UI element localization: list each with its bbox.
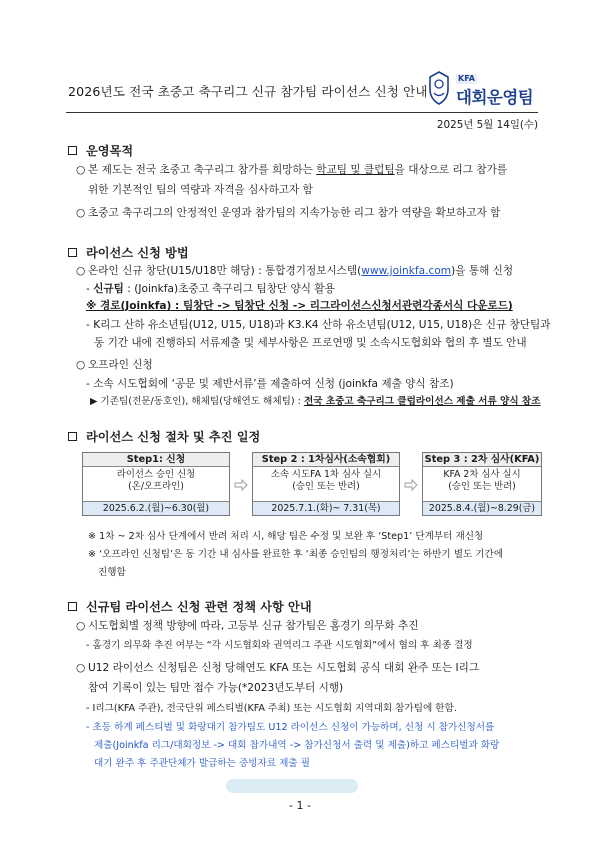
section-schedule-title: 라이선스 신청 절차 및 추진 일정	[68, 428, 260, 445]
joinkfa-link[interactable]: www.joinkfa.com	[361, 265, 452, 277]
checkbox-square-icon	[68, 432, 77, 441]
policy-blue-note-2: 제출(Joinkfa 리그/대회정보 -> 대회 참가내역 -> 참가신청서 출력 및 제출)하고 페스티벌과 화랑	[94, 740, 500, 751]
method-kleague-1: - K리그 산하 유소년팀(U12, U15, U18)과 K3.K4 산하 유소년팀(U12, U15, U18)은 신규 창단팀과	[86, 319, 551, 331]
step-title: Step 3 : 2차 심사(KFA)	[424, 454, 540, 465]
step-line: (승인 또는 반려)	[448, 481, 516, 492]
section-purpose-title: 운영목적	[68, 142, 133, 159]
policy-item-2-sub: - I리그(KFA 주관), 전국단위 페스티벌(KFA 주최) 또는 시도협회 지역대회 참가팀에 한함.	[86, 703, 457, 714]
logo-team-name: 대회운영팀	[456, 88, 534, 107]
page-number: - 1 -	[289, 799, 311, 812]
step-date: 2025.8.4.(월)~8.29(금)	[423, 501, 541, 515]
method-path: ※ 경로(Joinkfa) : 팀창단 -> 팀창단 신청 -> 리그라이선스신청서관련각종서식 다운로드)	[86, 300, 513, 312]
kfa-logo	[428, 70, 540, 108]
policy-item-1-sub: - 홈경기 의무화 추진 여부는 “각 시도협회와 권역리그 주관 시도협회”에서 협의 후 최종 결정	[86, 640, 473, 651]
purpose-item-2: ○ 초중고 축구리그의 안정적인 운영과 참가팀의 지속가능한 리그 참가 역량을 확보하고자 함	[76, 207, 501, 219]
kfa-emblem-icon	[428, 71, 450, 105]
step-1-box	[82, 452, 230, 516]
policy-item-2-cont: 참여 기록이 있는 팀만 접수 가능(*2023년도부터 시행)	[88, 682, 344, 694]
step-line: 소속 시도FA 1차 심사 실시	[270, 469, 382, 480]
checkbox-square-icon	[68, 248, 77, 257]
step-2-box	[252, 452, 400, 516]
step-date: 2025.7.1.(화)~ 7.31(목)	[253, 501, 399, 515]
checkbox-square-icon	[68, 146, 77, 155]
section-policy-title: 신규팀 라이선스 신청 관련 정책 사항 안내	[68, 598, 312, 615]
step-line: (온/오프라인)	[128, 481, 184, 492]
step-line: 라이선스 승인 신청	[116, 469, 196, 480]
document-date: 2025년 5월 14일(수)	[436, 119, 538, 131]
policy-blue-note-3: 대기 완주 후 주관단체가 발급하는 증빙자료 제출 필	[94, 758, 310, 769]
step-line: (승인 또는 반려)	[292, 481, 360, 492]
method-offline: ○ 오프라인 신청	[76, 359, 153, 371]
arrow-right-icon	[234, 476, 248, 488]
header-rule	[66, 112, 538, 113]
step-3-box	[422, 452, 542, 516]
method-offline-1: - 소속 시도협회에 ‘공문 및 제반서류’를 제출하여 신청 (joinkfa 제출 양식 참조)	[86, 378, 454, 390]
document-title: 2026년도 전국 초중고 축구리그 신규 참가팀 라이선스 신청 안내	[68, 84, 428, 99]
procedure-flow	[82, 452, 542, 518]
schedule-note-1: ※ 1차 ~ 2차 심사 단계에서 반려 처리 시, 해당 팀은 수정 및 보완 후 ‘Step1’ 단계부터 재신청	[88, 531, 484, 542]
step-title: Step1: 신청	[83, 453, 229, 467]
section-method-title: 라이선스 신청 방법	[68, 244, 189, 261]
purpose-item-1: ○ 본 제도는 전국 초중고 축구리그 참가를 희망하는 학교팀 및 클럽팀을 대상으로 리그 참가를	[76, 164, 508, 176]
method-online: ○ 온라인 신규 창단(U15/U18만 해당) : 통합경기정보시스템(www.joinkfa.com)을 통해 신청	[76, 265, 514, 277]
method-kleague-2: 동 기간 내에 진행하되 서류제출 및 세부사항은 프로연맹 및 소속시도협회와 협의 후 별도 안내	[94, 337, 527, 349]
purpose-item-1-cont: 위한 기본적인 팀의 역량과 자격을 심사하고자 함	[88, 184, 313, 196]
method-newteam: - 신규팀 : (Joinkfa)초중고 축구리그 팀창단 양식 활용	[86, 283, 335, 295]
step-title: Step 2 : 1차심사(소속협회)	[253, 453, 399, 467]
policy-item-1: ○ 시도협회별 정책 방향에 따라, 고등부 신규 참가팀은 홈경기 의무화 추진	[76, 620, 419, 632]
arrow-right-icon	[404, 476, 418, 488]
schedule-note-3: 진행함	[98, 567, 126, 578]
logo-kfa-text: KFA	[458, 74, 475, 83]
policy-item-2: ○ U12 라이선스 신청팀은 신청 당해연도 KFA 또는 시도협회 공식 대회 완주 또는 I리그	[76, 662, 480, 674]
schedule-note-2: ※ ‘오프라인 신청팀’은 동 기간 내 심사를 완료한 후 ‘최종 승인팀의 행정처리’는 하반기 별도 기간에	[88, 549, 504, 560]
checkbox-square-icon	[68, 602, 77, 611]
faded-stamp	[226, 779, 358, 793]
method-offline-2: ▶ 기존팀(전문/동호인), 해체팀(당해연도 해체팀) : 전국 초중고 축구리그 클럽라이선스 제출 서류 양식 참조	[90, 396, 541, 407]
step-date: 2025.6.2.(월)~6.30(월)	[83, 501, 229, 515]
step-line: KFA 2차 심사 실시	[443, 469, 521, 480]
policy-blue-note-1: - 초등 하계 페스티벌 및 화랑대기 참가팀도 U12 라이선스 신청이 가능하며, 신청 시 참가신청서를	[86, 722, 495, 733]
document-header	[66, 70, 538, 110]
